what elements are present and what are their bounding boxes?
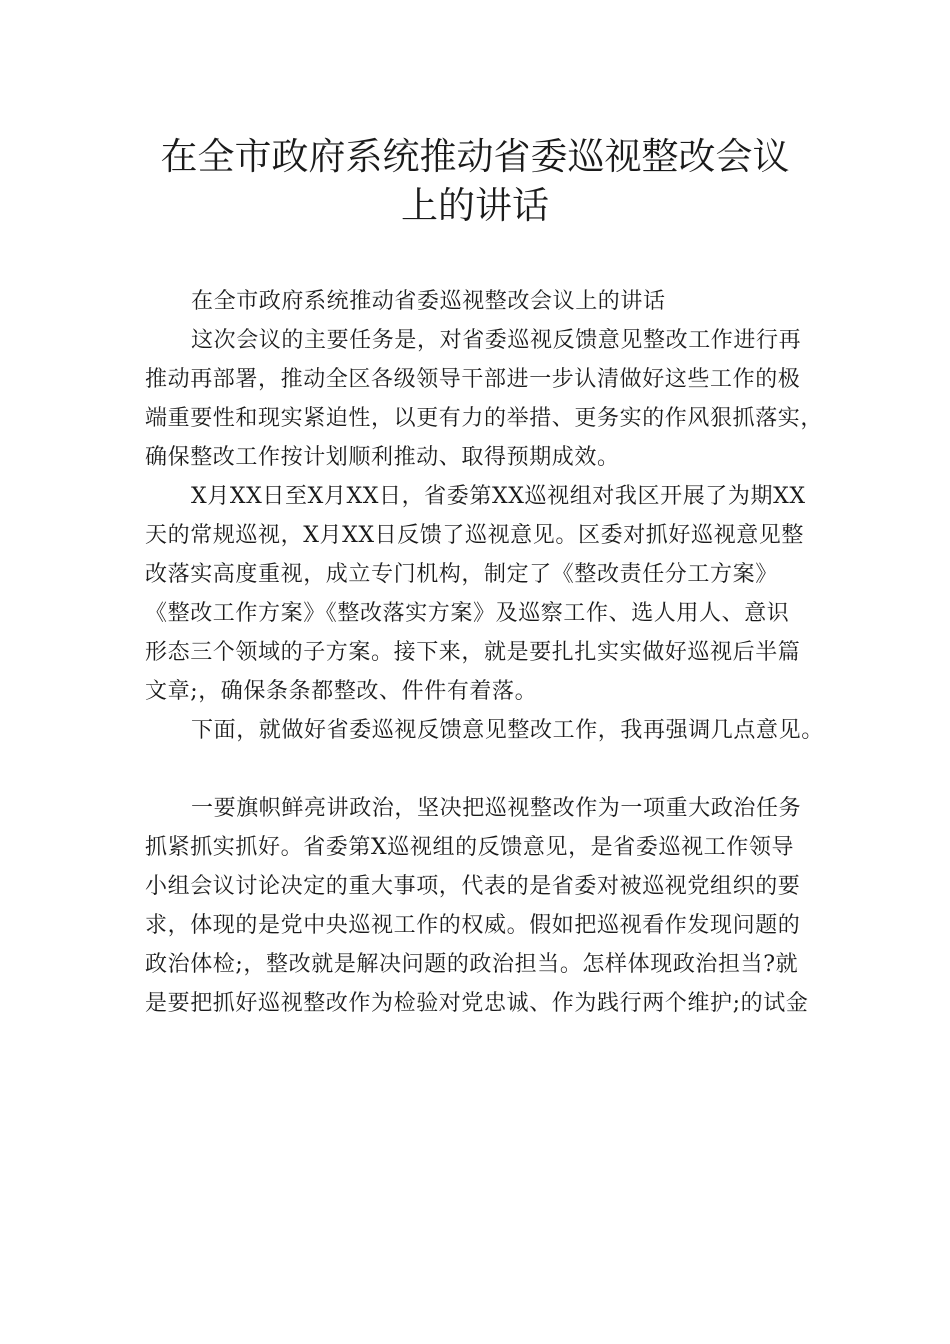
paragraph-line: 这次会议的主要任务是，对省委巡视反馈意见整改工作进行再 <box>191 328 802 353</box>
paragraph-4 <box>145 711 825 750</box>
paragraph-line: 一要旗帜鲜亮讲政治，坚决把巡视整改作为一项重大政治任务 <box>191 796 802 821</box>
paragraph-line: 政治体检;，整改就是解决问题的政治担当。怎样体现政治担当?就 <box>145 952 799 977</box>
paragraph-line: 是要把抓好巡视整改作为检验对党忠诚、作为践行两个维护;的试金 <box>145 991 809 1016</box>
paragraph-line: 小组会议讨论决定的重大事项，代表的是省委对被巡视党组织的要 <box>145 874 801 899</box>
paragraph-line: 《整改工作方案》《整改落实方案》及巡察工作、选人用人、意识 <box>145 601 790 626</box>
paragraph-line: 天的常规巡视，X月XX日反馈了巡视意见。区委对抓好巡视意见整 <box>145 523 804 548</box>
paragraph-spacer <box>145 750 825 789</box>
paragraph-line: 抓紧抓实抓好。省委第X巡视组的反馈意见，是省委巡视工作领导 <box>145 835 795 860</box>
paragraph-line: 求，体现的是党中央巡视工作的权威。假如把巡视看作发现问题的 <box>145 913 801 938</box>
paragraph-2 <box>145 321 825 477</box>
document-body <box>145 282 825 1023</box>
paragraph-line: 改落实高度重视，成立专门机构，制定了《整改责任分工方案》 <box>145 562 778 587</box>
paragraph-line: 文章;，确保条条都整改、件件有着落。 <box>145 679 538 704</box>
paragraph-line: 形态三个领域的子方案。接下来，就是要扎扎实实做好巡视后半篇 <box>145 640 801 665</box>
paragraph-5 <box>145 789 825 1023</box>
paragraph-line: 确保整改工作按计划顺利推动、取得预期成效。 <box>145 445 620 470</box>
document-title-line-1: 在全市政府系统推动省委巡视整改会议 <box>160 135 790 178</box>
paragraph-3 <box>145 477 825 711</box>
paragraph-line: X月XX日至X月XX日，省委第XX巡视组对我区开展了为期XX <box>191 484 806 509</box>
paragraph-line: 在全市政府系统推动省委巡视整改会议上的讲话 <box>191 289 666 314</box>
paragraph-line: 端重要性和现实紧迫性，以更有力的举措、更务实的作风狠抓落实， <box>145 406 824 431</box>
document-title-line-2: 上的讲话 <box>401 184 549 227</box>
paragraph-1 <box>145 282 825 321</box>
paragraph-line: 下面，就做好省委巡视反馈意见整改工作，我再强调几点意见。 <box>191 718 824 743</box>
paragraph-line: 推动再部署，推动全区各级领导干部进一步认清做好这些工作的极 <box>145 367 801 392</box>
